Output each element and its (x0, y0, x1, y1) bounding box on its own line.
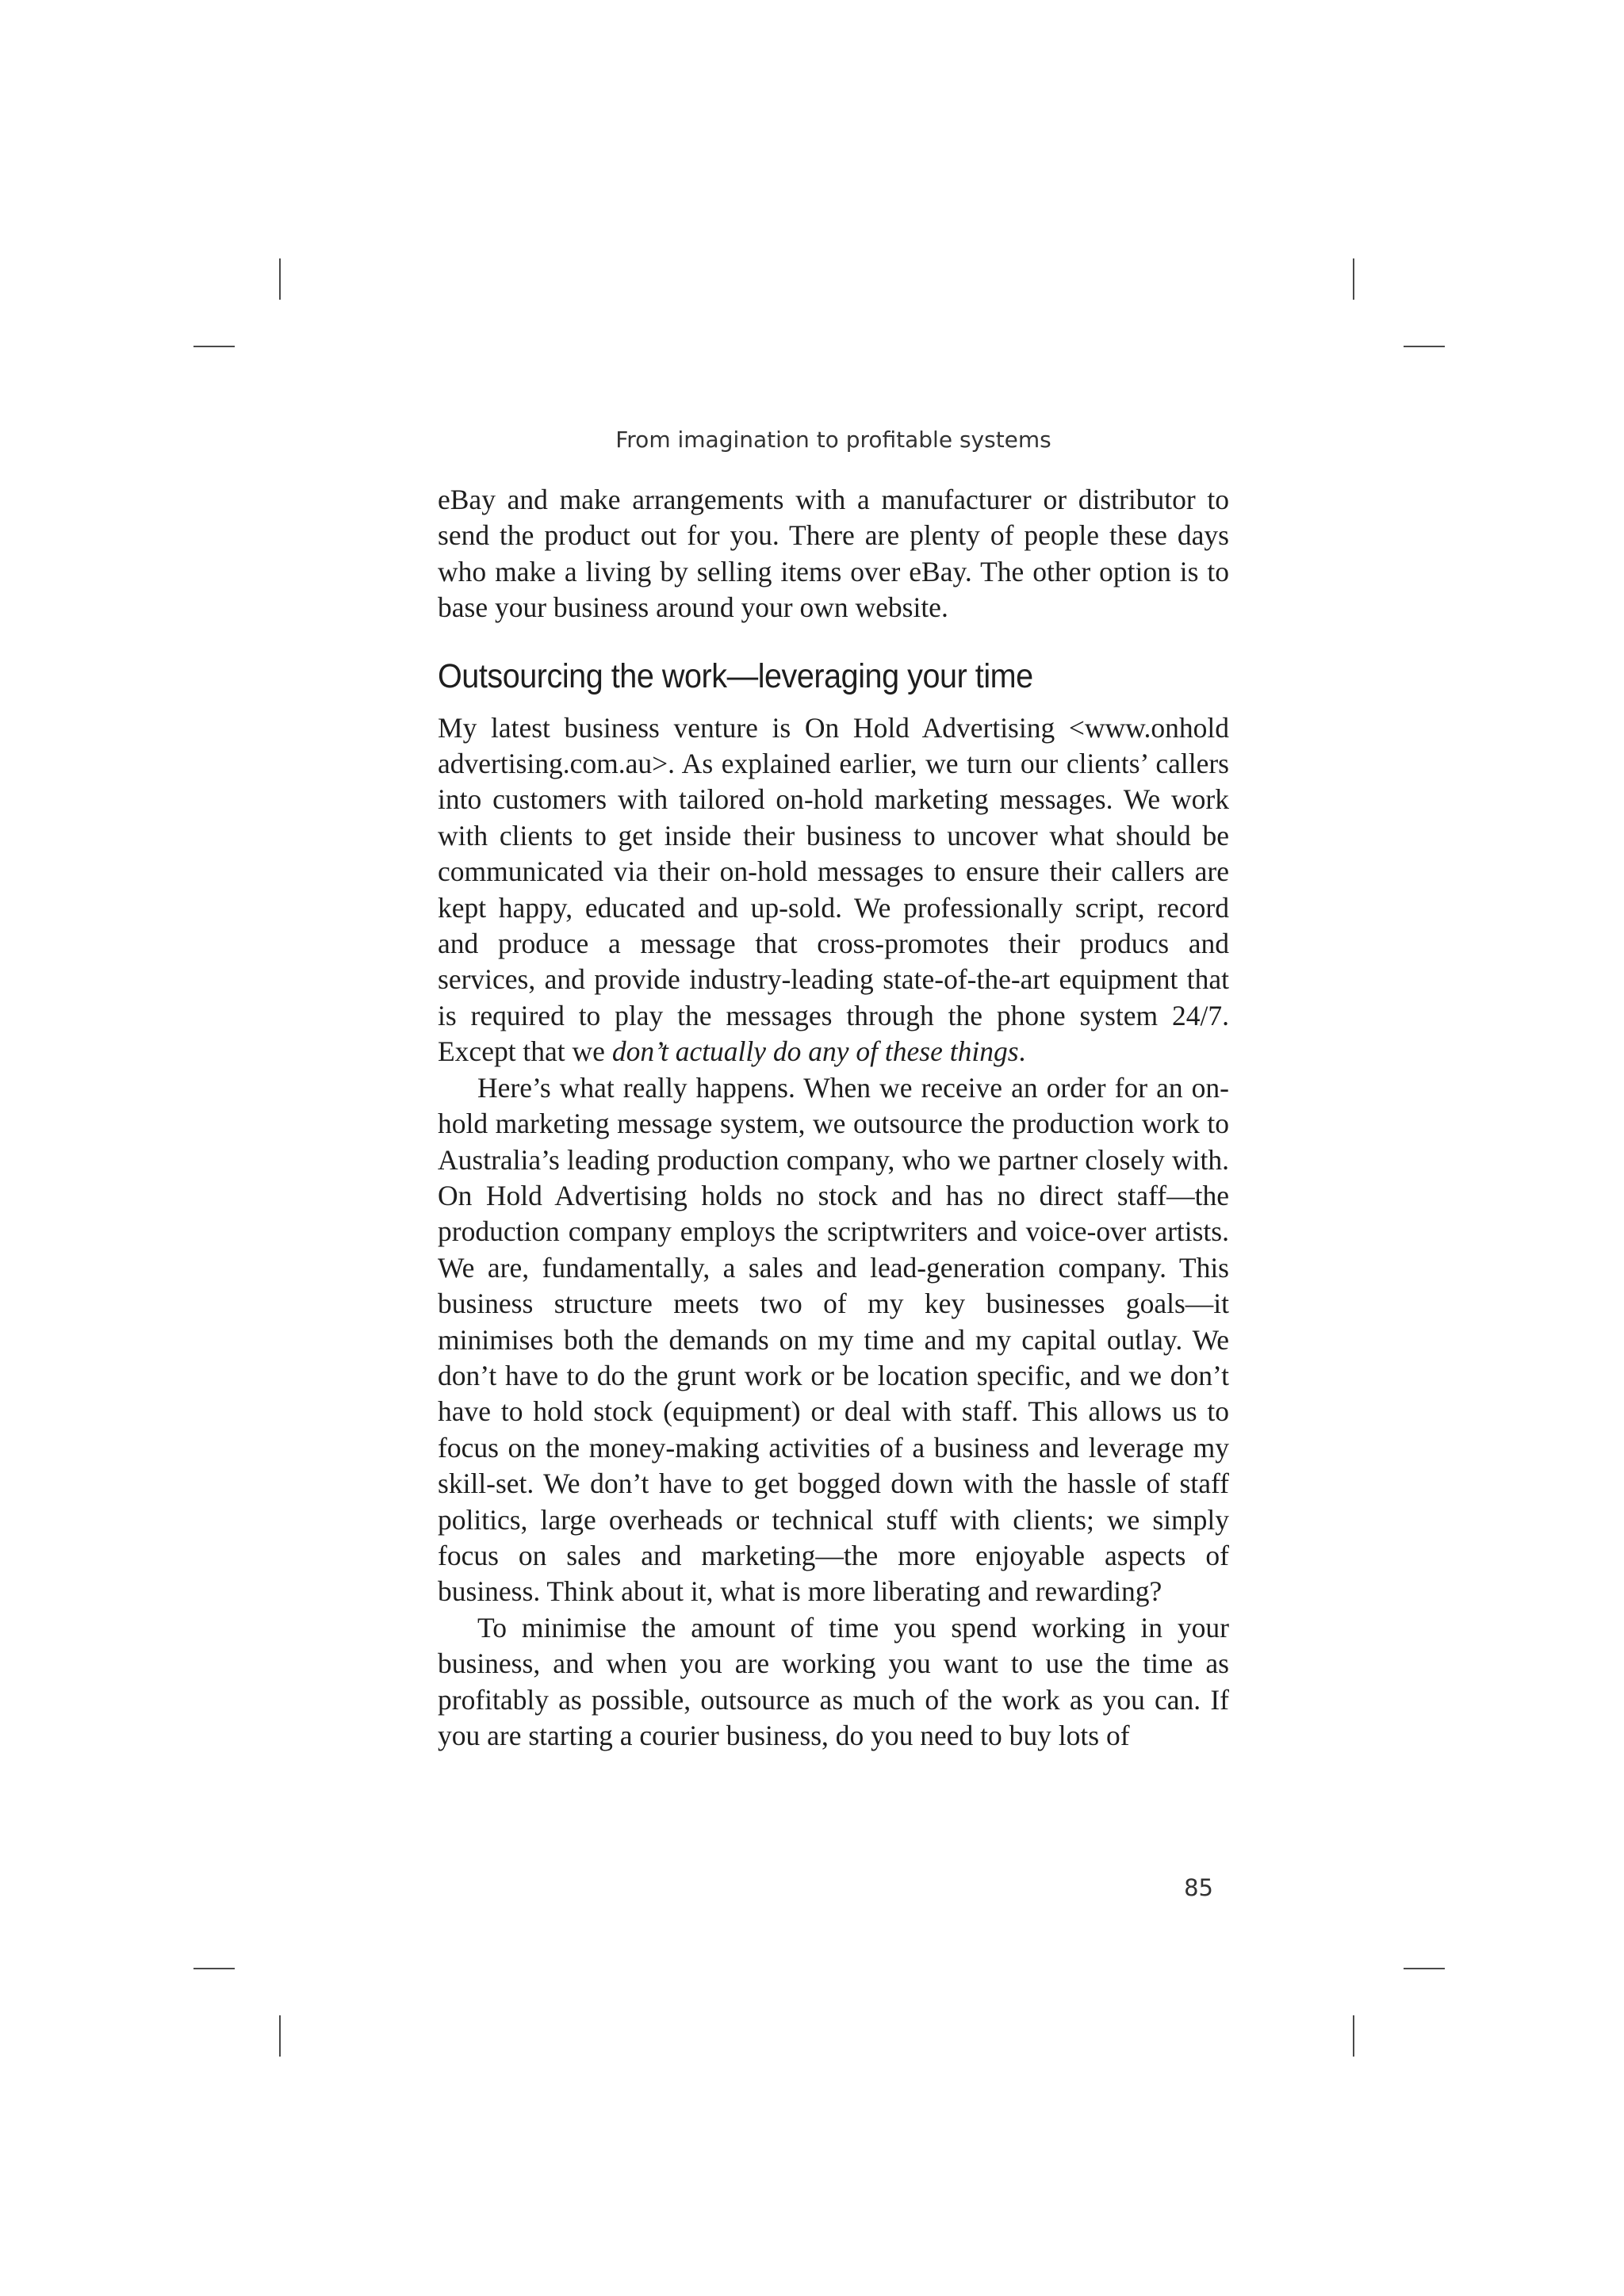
crop-mark-bottom-right-vertical (1353, 2015, 1354, 2057)
paragraph-minimise-time: To minimise the amount of time you spend working in your business, and when you are working you want to use the time as profitably as possible, outsource as much of the work as you can. If you are starting a courier business, do you need to buy lots of (438, 1611, 1229, 1751)
page-number: 85 (1184, 1874, 1213, 1901)
paragraph-on-hold-main-text: My latest business venture is On Hold Advertising <www.onhold advertising.com.au>. As explained earlier, we turn our clients’ callers into customers with tailored on-hold marketing messages. We work with clients to get inside their business to uncover what should be communicated via their on-hold messages to ensure their callers are kept happy, educated and up-sold. We professionally script, record and produce a message that cross-promotes their producs and services, and provide industry-leading state-of-the-art equipment that is required to play the messages through the phone system 24/7. Except that we (438, 711, 1229, 1068)
paragraph-what-really-happens: Here’s what really happens. When we receive an order for an on-hold marketing message system, we outsource the production work to Australia’s leading production company, who we partner closely with. On Hold Advertising holds no stock and has no direct staff—the production company employs the scriptwriters and voice-over artists. We are, fundamentally, a sales and lead-generation company. This business structure meets two of my key businesses goals—it minimises both the demands on my time and my capital outlay. We don’t have to do the grunt work or be location specific, and we don’t have to hold stock (equipment) or deal with staff. This allows us to focus on the money-making activities of a business and leverage my skill-set. We don’t have to get bogged down with the hassle of staff politics, large overheads or technical stuff with clients; we simply focus on sales and marketing—the more enjoyable aspects of business. Think about it, what is more liberating and rewarding? (438, 1071, 1229, 1608)
crop-mark-bottom-right-horizontal (1404, 1968, 1445, 1969)
crop-mark-top-right-vertical (1353, 258, 1354, 300)
crop-mark-top-left-vertical (279, 258, 281, 300)
crop-mark-top-left-horizontal (193, 346, 235, 347)
paragraph-on-hold-emphasis: don’t actually do any of these things (611, 1035, 1019, 1068)
crop-mark-bottom-left-horizontal (193, 1968, 235, 1969)
running-head: From imagination to profitable systems (615, 427, 1051, 453)
section-heading: Outsourcing the work—leveraging your time (438, 656, 1033, 695)
paragraph-on-hold-end: . (1018, 1035, 1026, 1068)
paragraph-ebay: eBay and make arrangements with a manufacturer or distributor to send the product out for you. There are plenty of people these days who make a living by selling items over eBay. The other option is to base your business around your own website. (438, 484, 1229, 624)
crop-mark-top-right-horizontal (1404, 346, 1445, 347)
crop-mark-bottom-left-vertical (279, 2015, 281, 2057)
paragraph-on-hold-advertising (438, 710, 1229, 1070)
body-text (438, 482, 1229, 1754)
